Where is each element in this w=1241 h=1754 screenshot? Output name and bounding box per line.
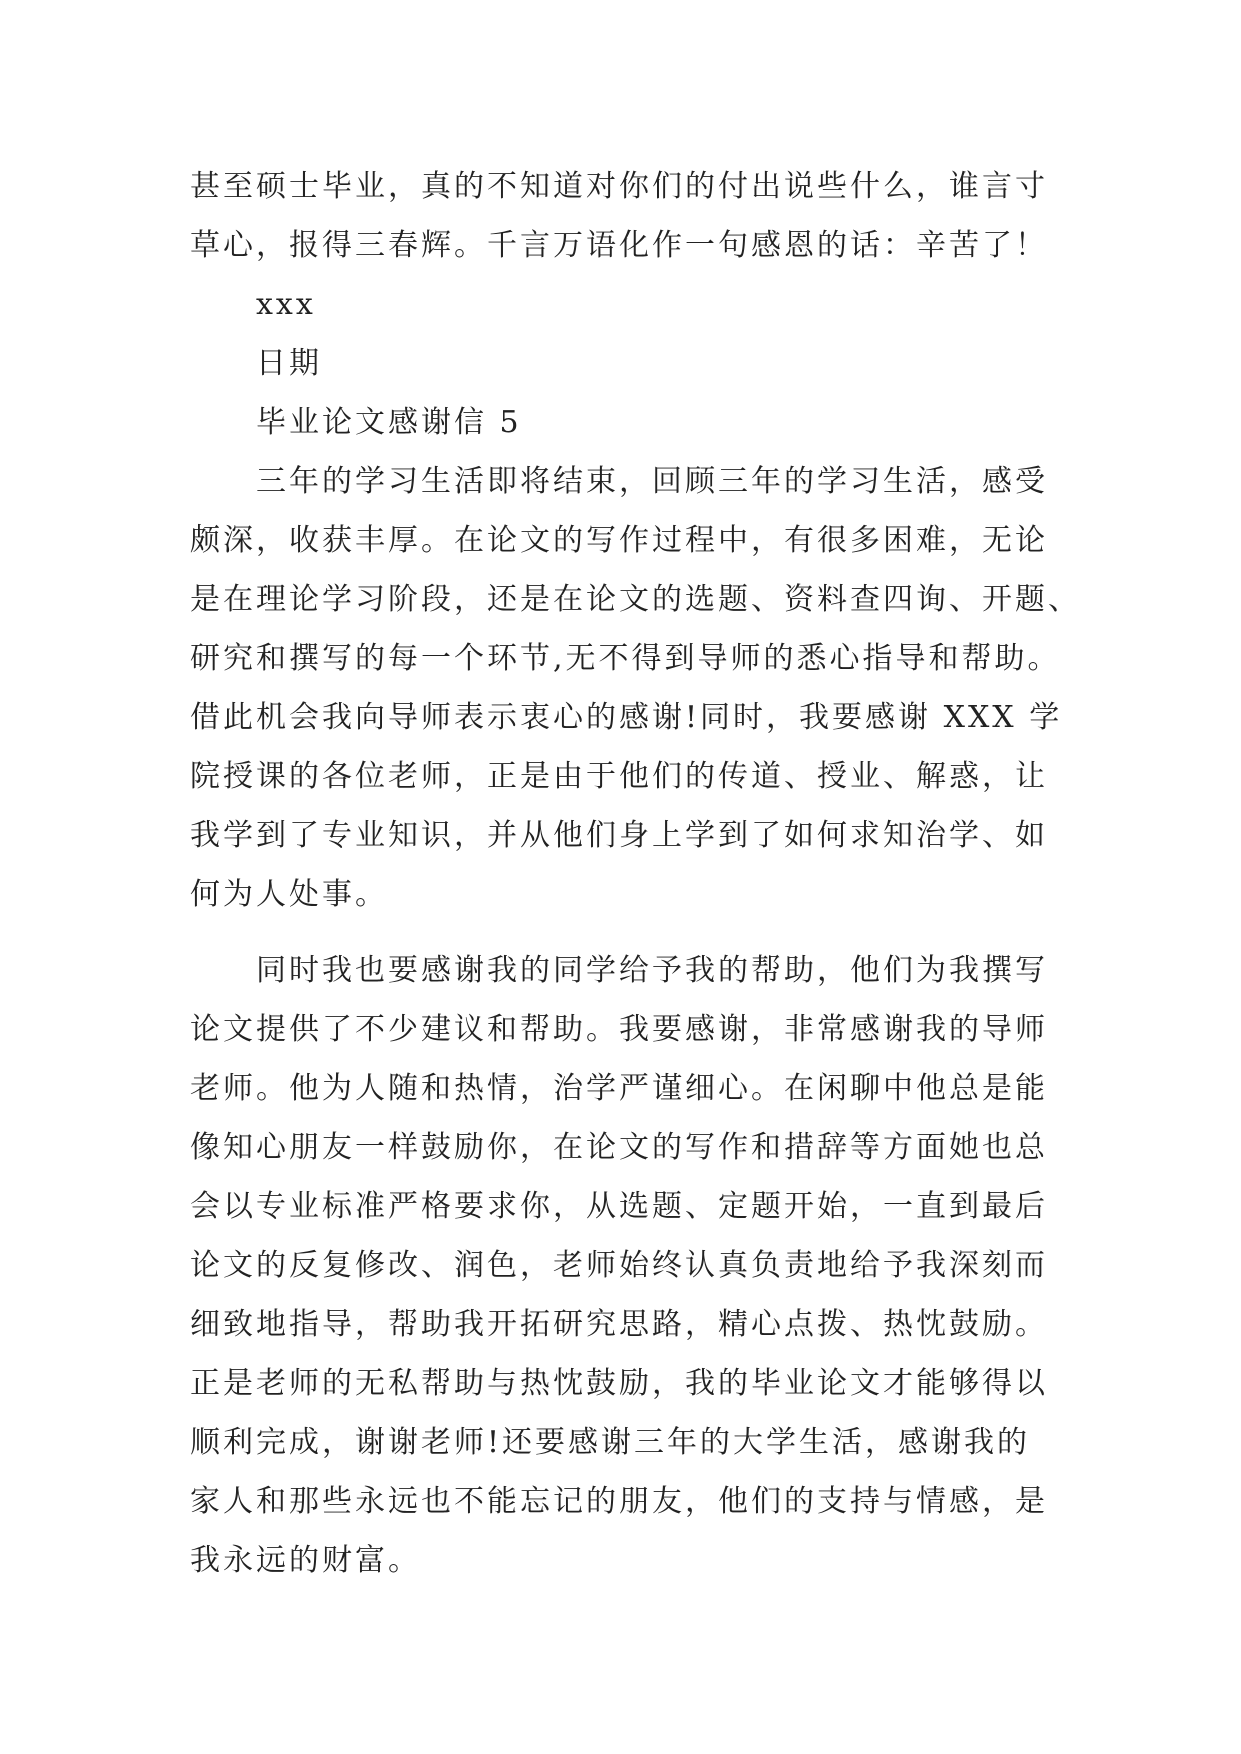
paragraph-line: 颇深，收获丰厚。在论文的写作过程中，有很多困难，无论 xyxy=(190,523,1048,558)
paragraph-line: 同时我也要感谢我的同学给予我的帮助，他们为我撰写 xyxy=(256,953,1048,988)
document-body xyxy=(190,157,1081,1590)
paragraph-line: 会以专业标准严格要求你，从选题、定题开始，一直到最后 xyxy=(190,1189,1048,1224)
paragraph-gap xyxy=(190,924,1050,941)
paragraph-line: 论文提供了不少建议和帮助。我要感谢，非常感谢我的导师 xyxy=(190,1012,1048,1047)
paragraph-line: 我永远的财富。 xyxy=(190,1543,421,1578)
date-label: 日期 xyxy=(256,346,322,381)
paragraph-line: 院授课的各位老师，正是由于他们的传道、授业、解惑，让 xyxy=(190,759,1048,794)
paragraph-line: 细致地指导，帮助我开拓研究思路，精心点拨、热忱鼓励。 xyxy=(190,1307,1048,1342)
paragraph-line: 研究和撰写的每一个环节,无不得到导师的悉心指导和帮助。 xyxy=(190,641,1061,676)
paragraph-line: 是在理论学习阶段，还是在论文的选题、资料查四询、开题、 xyxy=(190,582,1081,617)
paragraph-line: 何为人处事。 xyxy=(190,877,388,912)
paragraph-line: 老师。他为人随和热情，治学严谨细心。在闲聊中他总是能 xyxy=(190,1071,1048,1106)
paragraph-line: 论文的反复修改、润色，老师始终认真负责地给予我深刻而 xyxy=(190,1248,1048,1283)
section-title: 毕业论文感谢信 5 xyxy=(256,405,522,440)
paragraph-line: 借此机会我向导师表示衷心的感谢!同时，我要感谢 XXX 学 xyxy=(190,700,1063,735)
signature: xxx xyxy=(256,287,316,322)
paragraph-line: 家人和那些永远也不能忘记的朋友，他们的支持与情感，是 xyxy=(190,1484,1048,1519)
paragraph-line: 顺利完成，谢谢老师!还要感谢三年的大学生活，感谢我的 xyxy=(190,1425,1031,1460)
paragraph-line: 三年的学习生活即将结束，回顾三年的学习生活，感受 xyxy=(256,464,1048,499)
paragraph-line: 像知心朋友一样鼓励你，在论文的写作和措辞等方面她也总 xyxy=(190,1130,1048,1165)
paragraph-line: 我学到了专业知识，并从他们身上学到了如何求知治学、如 xyxy=(190,818,1048,853)
paragraph-line: 正是老师的无私帮助与热忱鼓励，我的毕业论文才能够得以 xyxy=(190,1366,1048,1401)
intro-line: 草心，报得三春辉。千言万语化作一句感恩的话：辛苦了！ xyxy=(190,228,1048,263)
intro-line: 甚至硕士毕业，真的不知道对你们的付出说些什么，谁言寸 xyxy=(190,169,1048,204)
